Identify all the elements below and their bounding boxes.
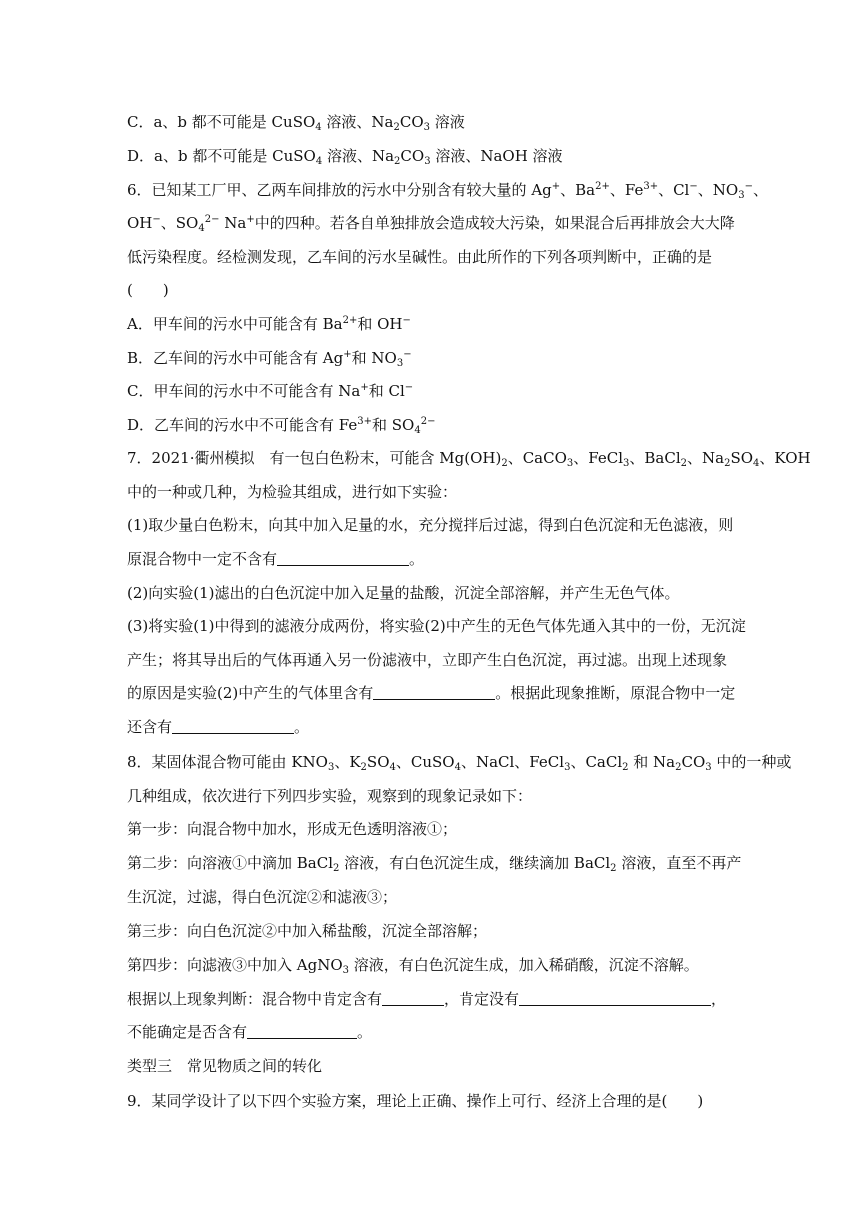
q8-step-4: 第四步：向滤液③中加入 AgNO$_3$ 溶液，有白色沉淀生成，加入稀硝酸，沉淀不溶解。: [127, 956, 699, 976]
q7-step-1-line-1: (1)取少量白色粉末，向其中加入足量的水，充分搅拌后过滤，得到白色沉淀和无色滤液，则: [127, 516, 734, 534]
answer-blank[interactable]: [373, 685, 495, 700]
q6-stem-line-3: 低污染程度。经检测发现，乙车间的污水呈碱性。由此所作的下列各项判断中，正确的是: [127, 248, 713, 266]
q6-option-d: D．乙车间的污水中不可能含有 $Fe^{3+}$和 $SO_4^{2-}$: [127, 416, 436, 436]
q6-option-a: A．甲车间的污水中可能含有 $Ba^{2+}$和 OH−: [127, 315, 411, 333]
q7-step-2: (2)向实验(1)滤出的白色沉淀中加入足量的盐酸，沉淀全部溶解，并产生无色气体。: [127, 584, 680, 602]
q6-answer-paren: ( ): [127, 281, 169, 299]
q5-option-d: D．a、b 都不可能是 CuSO$_4$ 溶液、$Na_2CO_3$ 溶液、NaOH 溶液: [127, 147, 563, 167]
q7-stem-line-1: 7．2021·衢州模拟 有一包白色粉末，可能含 $Mg(OH)_2$、CaCO$_3$、FeCl$_3$、BaCl$_2$、$Na_2SO_4$、KOH: [127, 449, 811, 469]
q8-stem-line-1: 8．某固体混合物可能由 $KNO_3$、$K_2SO_4$、CuSO$_4$、NaCl、FeCl$_3$、CaCl$_2$ 和 $Na_2CO_3$ 中的一种或: [127, 753, 792, 773]
q5-option-c: C．a、b 都不可能是 CuSO$_4$ 溶液、$Na_2CO_3$ 溶液: [127, 113, 465, 133]
q7-step-3-line-1: (3)将实验(1)中得到的滤液分成两份，将实验(2)中产生的无色气体先通入其中的一份，无沉淀: [127, 617, 746, 635]
q7-step-3-line-3: 的原因是实验(2)中产生的气体里含有 。根据此现象推断，原混合物中一定: [127, 684, 736, 702]
q6-option-c: C．甲车间的污水中不可能含有 Na+和 Cl−: [127, 382, 414, 400]
answer-blank[interactable]: [247, 1024, 357, 1039]
answer-blank[interactable]: [382, 991, 444, 1006]
section-heading: 类型三 常见物质之间的转化: [127, 1057, 323, 1075]
q8-judgement-line-1: 根据以上现象判断：混合物中肯定含有 ，肯定没有 ，: [127, 990, 727, 1008]
q6-stem-line-1: 6．已知某工厂甲、乙两车间排放的污水中分别含有较大量的 Ag+、$Ba^{2+}$、$Fe^{3+}$、Cl−、$NO_3^-$、: [127, 181, 768, 201]
q8-step-2-line-2: 生沉淀，过滤，得白色沉淀②和滤液③；: [127, 888, 398, 906]
q8-step-1: 第一步：向混合物中加水，形成无色透明溶液①；: [127, 820, 458, 838]
q7-step-1-line-2: 原混合物中一定不含有 。: [127, 550, 425, 568]
q8-step-3: 第三步：向白色沉淀②中加入稀盐酸，沉淀全部溶解；: [127, 922, 488, 940]
q9-stem: 9．某同学设计了以下四个实验方案，理论上正确、操作上可行、经济上合理的是( ): [127, 1092, 704, 1110]
q6-option-b: B．乙车间的污水中可能含有 Ag+和 $NO_3^-$: [127, 349, 412, 369]
q7-step-3-line-2: 产生；将其导出后的气体再通入另一份滤液中，立即产生白色沉淀，再过滤。出现上述现象: [127, 651, 728, 669]
answer-blank[interactable]: [172, 719, 294, 734]
q8-stem-line-2: 几种组成，依次进行下列四步实验，观察到的现象记录如下：: [127, 787, 533, 805]
q7-stem-line-2: 中的一种或几种，为检验其组成，进行如下实验：: [127, 483, 458, 501]
q8-step-2-line-1: 第二步：向溶液①中滴加 BaCl$_2$ 溶液，有白色沉淀生成，继续滴加 BaCl$_2$ 溶液，直至不再产: [127, 854, 742, 874]
q7-step-3-line-4: 还含有 。: [127, 718, 310, 736]
answer-blank[interactable]: [519, 991, 711, 1006]
q6-stem-line-2: OH−、$SO_4^{2-}$ Na+中的四种。若各自单独排放会造成较大污染，如果混合后再排放会大大降: [127, 214, 735, 234]
q8-judgement-line-2: 不能确定是否含有 。: [127, 1023, 373, 1041]
answer-blank[interactable]: [277, 551, 409, 566]
